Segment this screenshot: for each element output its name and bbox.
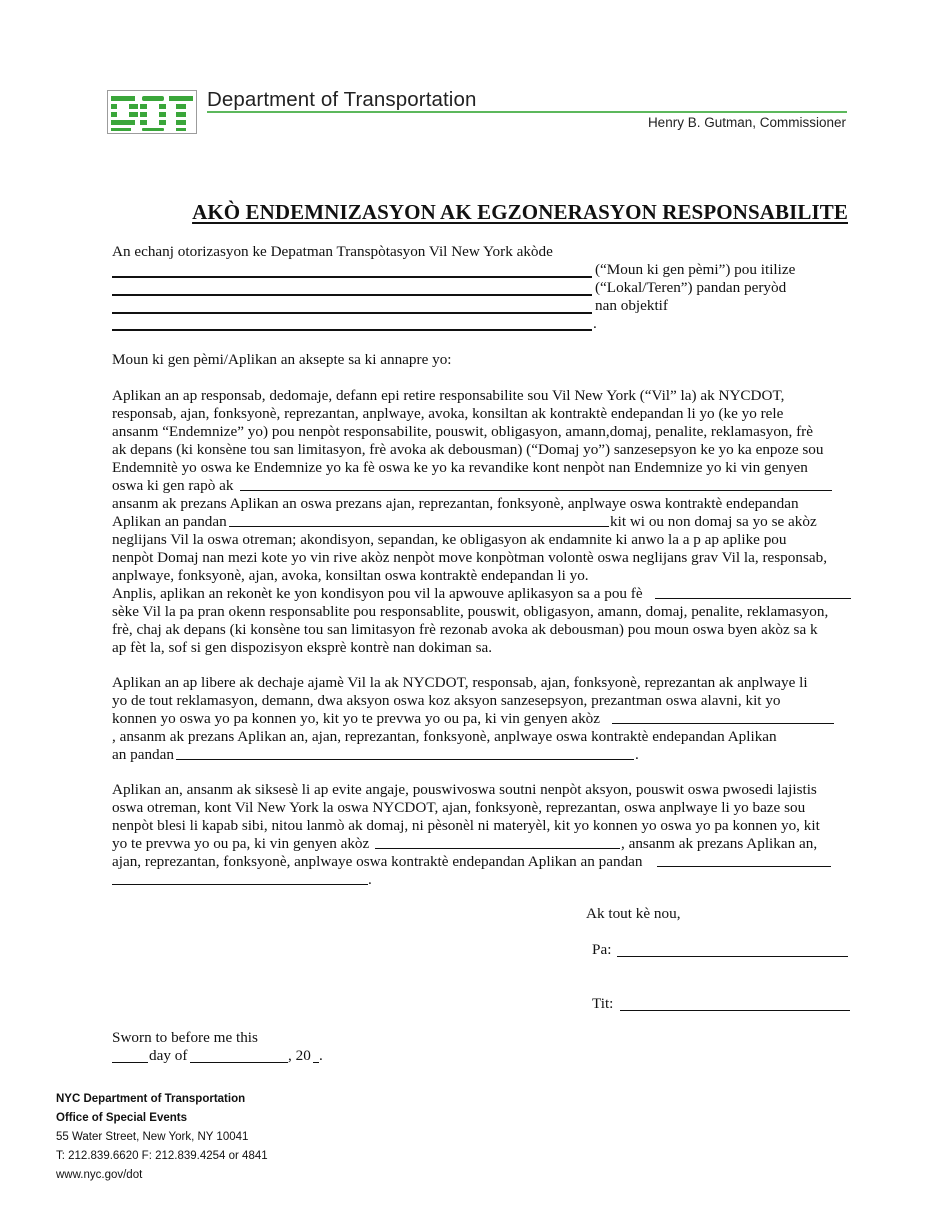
- footer-address: 55 Water Street, New York, NY 10041: [56, 1131, 249, 1143]
- footer-org: NYC Department of Transportation: [56, 1093, 246, 1105]
- intro-blank-1[interactable]: [112, 276, 592, 278]
- para1-line: ap fèt la, sof si gen dispozisyon eksprè kontrè nan dokiman sa.: [112, 639, 493, 656]
- dot-logo: [107, 90, 197, 134]
- para1-line: nenpòt Domaj nan mezi kote yo vin rive akòz nenpòt move konpòtman volontè oswa neglijans grav Vil la, responsab,: [112, 549, 827, 566]
- para2-end: .: [635, 746, 639, 763]
- para1-line: ansanm ak prezans Aplikan an oswa prezans ajan, reprezantan, fonksyonè, anplwaye oswa kontraktè endepandan: [112, 495, 799, 512]
- para3-line: nenpòt blesi li kapab sibi, nitou lanmò ak domaj, ni pèsonèl ni materyèl, kit yo konnen yo oswa yo pa konnen yo, kit: [112, 817, 820, 834]
- para1-line: frè, chaj ak depans (ki konsène tou san limitasyon frè rezonab avoka ak debousman) pou moun oswa byen akòz sa k: [112, 621, 818, 638]
- para3-line: oswa otreman, kont Vil New York la oswa NYCDOT, ajan, fonksyonè, reprezantan, oswa anplwaye li yo baze sou: [112, 799, 806, 816]
- intro-line-5: .: [593, 315, 597, 332]
- para1-line: Anplis, aplikan an rekonèt ke yon kondisyon pou vil la apwouve aplikasyon sa a pou fè: [112, 585, 643, 602]
- para1-line: kit wi ou non domaj sa yo se akòz: [610, 513, 817, 530]
- footer-office: Office of Special Events: [56, 1112, 188, 1124]
- para1-line: Aplikan an pandan: [112, 513, 227, 530]
- sworn-month-field[interactable]: [190, 1062, 288, 1063]
- signature-by-field[interactable]: [617, 956, 848, 957]
- para1-line: responsab, ajan, fonksyonè, reprezantan, anplwaye, avoka, konsiltan ak kontraktè endepandan li yo (ke yo rele: [112, 405, 784, 422]
- intro-line-3: (“Lokal/Teren”) pandan peryòd: [595, 279, 787, 296]
- para1-line: anplwaye, fonksyonè, ajan, avoka, konsiltan oswa kontraktè endepandan li yo.: [112, 567, 589, 584]
- sworn-day-of: day of: [149, 1047, 188, 1064]
- closing: Ak tout kè nou,: [586, 905, 681, 922]
- intro-blank-4[interactable]: [112, 329, 592, 331]
- sworn-end: .: [319, 1047, 323, 1064]
- para2-line: konnen yo oswa yo pa konnen yo, kit yo te prevwa yo ou pa, ki vin genyen akòz: [112, 710, 601, 727]
- para3-blank-cause[interactable]: [375, 848, 620, 849]
- sworn-year: , 20: [288, 1047, 311, 1064]
- agree-line: Moun ki gen pèmi/Aplikan an aksepte sa ki annapre yo:: [112, 351, 452, 368]
- intro-line-2: (“Moun ki gen pèmi”) pou itilize: [595, 261, 796, 278]
- document-title: AKÒ ENDEMNIZASYON AK EGZONERASYON RESPONSABILITE: [192, 200, 848, 224]
- footer-phone: T: 212.839.6620 F: 212.839.4254 or 4841: [56, 1150, 268, 1162]
- para1-line: Aplikan an ap responsab, dedomaje, defann epi retire responsabilite sou Vil New York (“Vil” la) ak NYCDOT,: [112, 387, 785, 404]
- sworn-line: Sworn to before me this: [112, 1029, 258, 1046]
- department-name: Department of Transportation: [207, 88, 477, 111]
- para3-end: .: [368, 871, 372, 888]
- para2-line: Aplikan an ap libere ak dechaje ajamè Vil la ak NYCDOT, responsab, ajan, fonksyonè, reprezantan ak anplwaye li: [112, 674, 808, 691]
- intro-blank-3[interactable]: [112, 312, 592, 314]
- intro-blank-2[interactable]: [112, 294, 592, 296]
- para1-blank-related[interactable]: [240, 490, 832, 491]
- commissioner-name: Henry B. Gutman, Commissioner: [647, 115, 846, 130]
- para2-line: an pandan: [112, 746, 174, 763]
- header-rule: [207, 111, 847, 113]
- intro-line-4: nan objektif: [595, 297, 668, 314]
- para3-blank-period-a[interactable]: [657, 866, 831, 867]
- para1-line: sèke Vil la pa pran okenn responsablite pou responsablite, pouswit, obligasyon, amann, domaj, penalite, reklamasyon,: [112, 603, 829, 620]
- para1-line: oswa ki gen rapò ak: [112, 477, 234, 494]
- by-label: Pa:: [592, 941, 612, 958]
- para2-line: , ansanm ak prezans Aplikan an, ajan, reprezantan, fonksyonè, anplwaye oswa kontraktè endepandan Aplikan: [112, 728, 777, 745]
- sworn-day-field[interactable]: [112, 1062, 148, 1063]
- para1-line: ansanm “Endemnize” yo) pou nenpòt responsabilite, pouswit, obligasyon, amann,domaj, penalite, reklamasyon, frè: [112, 423, 813, 440]
- para2-line: yo de tout reklamasyon, demann, dwa aksyon oswa koz aksyon sanzesepsyon, prezantman oswa alavni, kit yo: [112, 692, 781, 709]
- para2-blank-cause[interactable]: [612, 723, 834, 724]
- signature-title-field[interactable]: [620, 1010, 850, 1011]
- footer-web: www.nyc.gov/dot: [56, 1169, 143, 1181]
- para3-line: Aplikan an, ansanm ak siksesè li ap evite angaje, pouswivoswa soutni nenpòt aksyon, pouswit oswa pwosedi lajistis: [112, 781, 817, 798]
- para1-line: ak depans (ki konsène tou san limitasyon, frè avoka ak debousman) (“Domaj yo”) sanzesepsyon ke yo ka enpoze sou: [112, 441, 824, 458]
- para1-line: Endemnitè yo oswa ke Endemnize yo ka fè oswa ke yo ka revandike kont nenpòt nan Endemnize yo ki vin genyen: [112, 459, 808, 476]
- para1-blank-activity[interactable]: [655, 598, 851, 599]
- para3-line: , ansanm ak prezans Aplikan an,: [621, 835, 818, 852]
- para2-blank-period[interactable]: [176, 759, 634, 760]
- para1-line: neglijans Vil la oswa otreman; akondisyon, sepandan, ke obligasyon ak endamnite ki anwo la a p ap aplike pou: [112, 531, 787, 548]
- para1-blank-period[interactable]: [229, 526, 609, 527]
- para3-line: ajan, reprezantan, fonksyonè, anplwaye oswa kontraktè endepandan Aplikan an pandan: [112, 853, 643, 870]
- intro-line-1: An echanj otorizasyon ke Depatman Transpòtasyon Vil New York akòde: [112, 243, 553, 260]
- para3-blank-period-b[interactable]: [112, 884, 368, 885]
- title-label: Tit:: [592, 995, 614, 1012]
- para3-line: yo te prevwa yo ou pa, ki vin genyen akòz: [112, 835, 370, 852]
